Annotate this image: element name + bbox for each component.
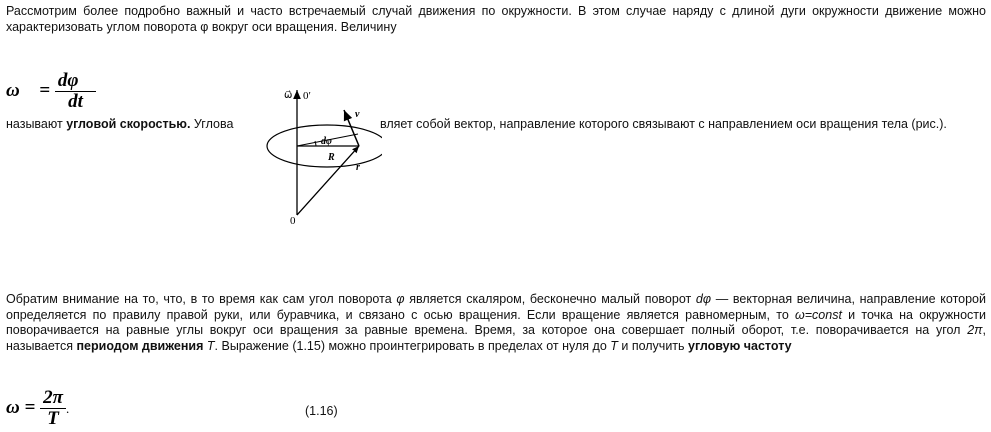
rotation-diagram — [232, 80, 382, 230]
angular-frequency-formula — [6, 388, 69, 429]
formula-lhs: ω = — [6, 396, 36, 418]
axis-top-label: 0′ — [303, 90, 311, 102]
formula-fraction — [40, 388, 66, 429]
formula-denominator: dt — [68, 91, 83, 112]
formula-lhs: ω⃗ = — [6, 79, 51, 101]
paragraph-period: Обратим внимание на то, что, в то время как сам угол поворота φ является скаляром, бесконечно малый поворот dφ — векторная величина, направление которой определяется по правилу правой руки, или буравчика, и связано с осью вращения. Если вращение является равномерным, то ω=const и точка на окружности поворачивается на равные углы вокруг оси вращения за равные времена. Время, за которое она совершает полный оборот, т.е. поворачивается на угол 2π, называется периодом движения T. Выражение (1.15) можно проинтегрировать в пределах от нуля до T и получить угловую частоту — [6, 292, 986, 353]
formula-fraction — [55, 71, 96, 112]
axis-bottom-label: 0 — [290, 215, 296, 227]
formula-tail: . — [65, 400, 70, 416]
r-label: r⃗ — [356, 162, 368, 173]
equation-number: (1.16) — [305, 404, 338, 418]
v-label: v⃗ — [355, 109, 368, 120]
paragraph-intro: Рассмотрим более подробно важный и часто встречаемый случай движения по окружности. В этом случае наряду с длиной дуги окружности движение можно характеризовать углом поворота φ вокруг оси вращения. Величину — [6, 4, 986, 34]
angular-velocity-formula — [6, 71, 96, 112]
term-angular-velocity: угловой скоростью. — [66, 117, 191, 131]
radius-label: R — [328, 152, 335, 163]
dphi-label: dφ — [321, 136, 332, 147]
term-period: периодом движения — [76, 338, 204, 353]
formula-numerator: dφ⃗ — [55, 71, 96, 92]
paragraph-angular-velocity-cont: вляет собой вектор, направление которого связывают с направлением оси вращения тела (рис.). — [380, 117, 947, 131]
formula-denominator: T — [47, 408, 59, 429]
term-angular-frequency: угловую частоту — [688, 338, 792, 353]
omega-label: ω⃗ — [284, 90, 293, 101]
paragraph-angular-velocity: называют угловой скоростью. Углова — [6, 117, 234, 131]
formula-numerator: 2π — [40, 388, 66, 409]
